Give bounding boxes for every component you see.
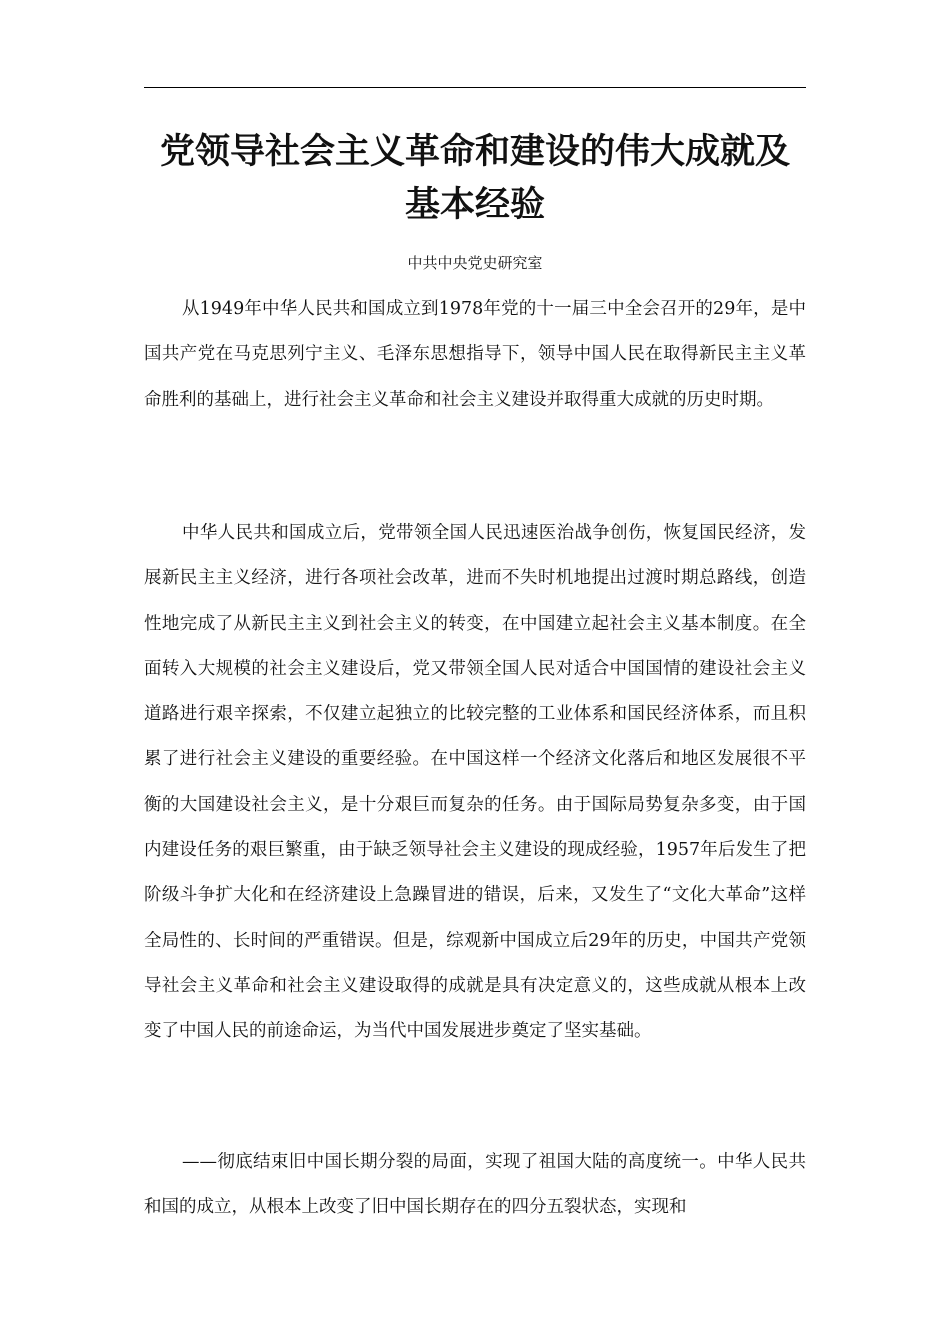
body-paragraph: 从1949年中华人民共和国成立到1978年党的十一届三中全会召开的29年，是中国共产党在马克思列宁主义、毛泽东思想指导下，领导中国人民在取得新民主主义革命胜利的基础上，进行社会主义革命和社会主义建设并取得重大成就的历史时期。 xyxy=(144,299,806,410)
header-rule xyxy=(144,87,806,88)
document-author: 中共中央党史研究室 xyxy=(407,254,543,272)
body-paragraph: ——彻底结束旧中国长期分裂的局面，实现了祖国大陆的高度统一。中华人民共和国的成立，从根本上改变了旧中国长期存在的四分五裂状态，实现和 xyxy=(144,1152,806,1218)
body-paragraph: 中华人民共和国成立后，党带领全国人民迅速医治战争创伤，恢复国民经济，发展新民主主义经济，进行各项社会改革，进而不失时机地提出过渡时期总路线，创造性地完成了从新民主主义到社会主义的转变，在中国建立起社会主义基本制度。在全面转入大规模的社会主义建设后，党又带领全国人民对适合中国国情的建设社会主义道路进行艰辛探索，不仅建立起独立的比较完整的工业体系和国民经济体系，而且积累了进行社会主义建设的重要经验。在中国这样一个经济文化落后和地区发展很不平衡的大国建设社会主义，是十分艰巨而复杂的任务。由于国际局势复杂多变，由于国内建设任务的艰巨繁重，由于缺乏领导社会主义建设的现成经验，1957年后发生了把阶级斗争扩大化和在经济建设上急躁冒进的错误，后来，又发生了“文化大革命”这样全局性的、长时间的严重错误。但是，综观新中国成立后29年的历史，中国共产党领导社会主义革命和社会主义建设取得的成就是具有决定意义的，这些成就从根本上改变了中国人民的前途命运，为当代中国发展进步奠定了坚实基础。 xyxy=(144,523,806,1042)
document-title: 党领导社会主义革命和建设的伟大成就及基本经验 xyxy=(159,132,790,225)
